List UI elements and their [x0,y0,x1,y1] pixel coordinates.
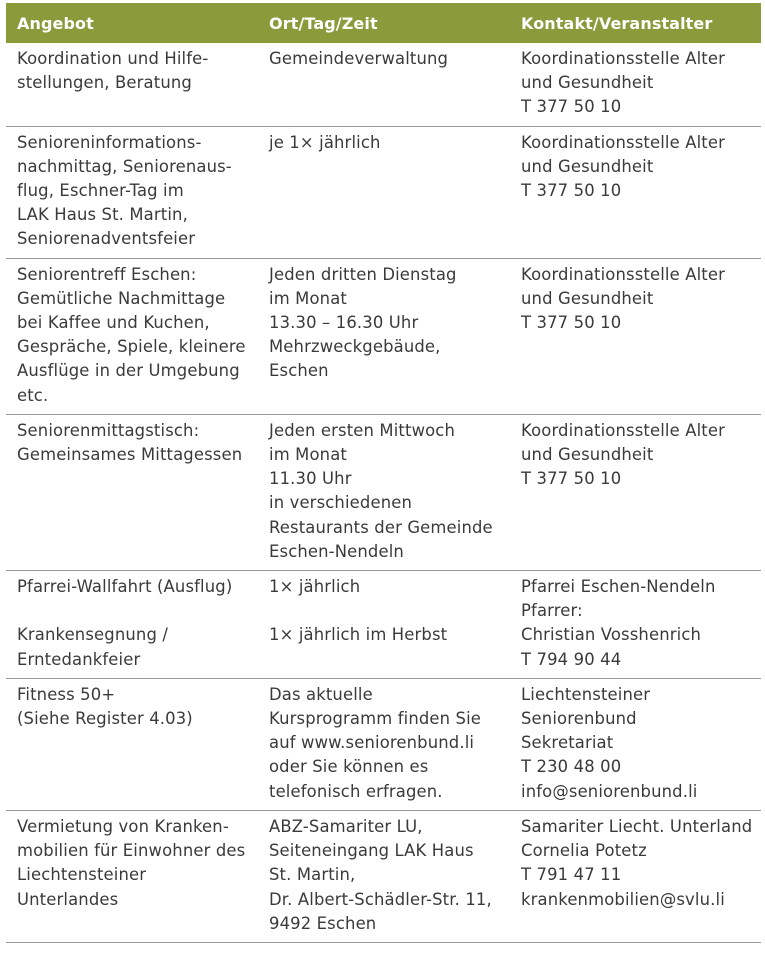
cell-line: Christian Vosshenrich [521,625,702,645]
cell-kontakt [510,126,761,258]
cell-ort-tag-zeit [258,810,510,942]
cell-line: flug, Eschner-Tag im [17,181,184,201]
cell-line: T 377 50 10 [521,181,622,201]
cell-line: Gespräche, Spiele, kleinere [17,337,246,357]
cell-line: T 377 50 10 [521,313,622,333]
cell-line: Pfarrei-Wallfahrt (Ausflug) [17,577,233,597]
cell-line: Das aktuelle [269,684,373,704]
cell-line: info@seniorenbund.li [521,781,698,801]
offers-table [6,3,761,943]
cell-line: T 791 47 11 [521,865,622,885]
cell-line: Koordinationsstelle Alter [521,132,725,152]
cell-line: T 377 50 10 [521,97,622,117]
cell-line: auf www.seniorenbund.li [269,733,475,753]
cell-line: stellungen, Beratung [17,73,192,93]
cell-angebot [6,126,258,258]
cell-line: Koordinationsstelle Alter [521,264,725,284]
cell-angebot [6,43,258,126]
cell-kontakt [510,571,761,679]
cell-line: Senioreninformations- [17,132,202,152]
cell-line: bei Kaffee und Kuchen, [17,313,210,333]
cell-line: LAK Haus St. Martin, [17,205,188,225]
cell-line: Cornelia Potetz [521,841,647,861]
cell-line: Pfarrei Eschen-Nendeln [521,577,716,597]
cell-line: ABZ-Samariter LU, [269,816,423,836]
cell-line: Sekretariat [521,733,614,753]
cell-ort-tag-zeit [258,571,510,679]
cell-line: krankenmobilien@svlu.li [521,889,725,909]
cell-line: Liechtensteiner [521,684,651,704]
cell-line: Gemeinsames Mittagessen [17,445,243,465]
cell-line: 9492 Eschen [269,913,377,933]
cell-line: T 794 90 44 [521,649,622,669]
cell-line: je 1× jährlich [269,132,381,152]
cell-line: und Gesundheit [521,288,654,308]
cell-line: Jeden ersten Mittwoch [269,420,456,440]
cell-line: 1× jährlich im Herbst [269,625,448,645]
cell-line: Mehrzweckgebäude, [269,337,441,357]
cell-line: Seniorenadventsfeier [17,229,196,249]
cell-line: Seniorentreff Eschen: [17,264,197,284]
cell-line: und Gesundheit [521,73,654,93]
cell-line: in verschiedenen [269,493,413,513]
cell-kontakt [510,414,761,570]
cell-ort-tag-zeit [258,43,510,126]
cell-line: nachmittag, Seniorenaus- [17,156,232,176]
cell-angebot [6,414,258,570]
cell-ort-tag-zeit [258,258,510,414]
cell-line: Liechtensteiner [17,865,147,885]
cell-ort-tag-zeit [258,414,510,570]
cell-ort-tag-zeit [258,678,510,810]
cell-line: Koordination und Hilfe- [17,49,209,68]
cell-line: T 377 50 10 [521,469,622,489]
cell-angebot [6,678,258,810]
cell-line: telefonisch erfragen. [269,781,443,801]
table-row [6,571,761,679]
table-row [6,43,761,126]
cell-line: oder Sie können es [269,757,429,777]
cell-angebot [6,571,258,679]
cell-line: Eschen [269,361,329,381]
cell-line: im Monat [269,288,347,308]
cell-line: Seniorenbund [521,709,637,729]
cell-kontakt [510,810,761,942]
cell-line: Ausflüge in der Umgebung [17,361,240,381]
cell-line: Kursprogramm finden Sie [269,709,482,729]
table-row [6,126,761,258]
cell-line: Fitness 50+ [17,684,116,704]
cell-line: Vermietung von Kranken- [17,816,229,836]
cell-kontakt [510,258,761,414]
table-header [6,3,761,43]
cell-line: Jeden dritten Dienstag [269,264,457,284]
cell-line: Eschen-Nendeln [269,541,404,561]
cell-angebot [6,810,258,942]
header-angebot: Angebot [6,3,258,43]
blank-line [17,599,252,623]
cell-line: mobilien für Einwohner des [17,841,246,861]
cell-line: Restaurants der Gemeinde [269,517,493,537]
cell-line: 1× jährlich [269,577,361,597]
table-body [6,43,761,942]
cell-line: Gemeindeverwaltung [269,49,449,68]
cell-line: Samariter Liecht. Unterland [521,816,753,836]
cell-line: Pfarrer: [521,601,583,621]
cell-line: T 230 48 00 [521,757,622,777]
header-row [6,3,761,43]
cell-line: und Gesundheit [521,156,654,176]
cell-line: Koordinationsstelle Alter [521,49,725,68]
cell-line: Erntedankfeier [17,649,141,669]
cell-angebot [6,258,258,414]
cell-line: Gemütliche Nachmittage [17,288,226,308]
header-kontakt: Kontakt/Veranstalter [510,3,761,43]
cell-line: im Monat [269,445,347,465]
cell-line: (Siehe Register 4.03) [17,709,193,729]
cell-line: Koordinationsstelle Alter [521,420,725,440]
cell-ort-tag-zeit [258,126,510,258]
table-row [6,678,761,810]
header-ort-tag-zeit: Ort/Tag/Zeit [258,3,510,43]
cell-kontakt [510,678,761,810]
table-row [6,258,761,414]
cell-line: St. Martin, [269,865,356,885]
blank-line [269,599,504,623]
cell-kontakt [510,43,761,126]
cell-line: 13.30 – 16.30 Uhr [269,313,419,333]
cell-line: Dr. Albert-Schädler-Str. 11, [269,889,492,909]
cell-line: Unterlandes [17,889,119,909]
cell-line: 11.30 Uhr [269,469,352,489]
cell-line: Krankensegnung / [17,625,169,645]
cell-line: Seniorenmittagstisch: [17,420,200,440]
cell-line: etc. [17,385,49,405]
cell-line: und Gesundheit [521,445,654,465]
cell-line: Seiteneingang LAK Haus [269,841,474,861]
table-row [6,414,761,570]
table-row [6,810,761,942]
